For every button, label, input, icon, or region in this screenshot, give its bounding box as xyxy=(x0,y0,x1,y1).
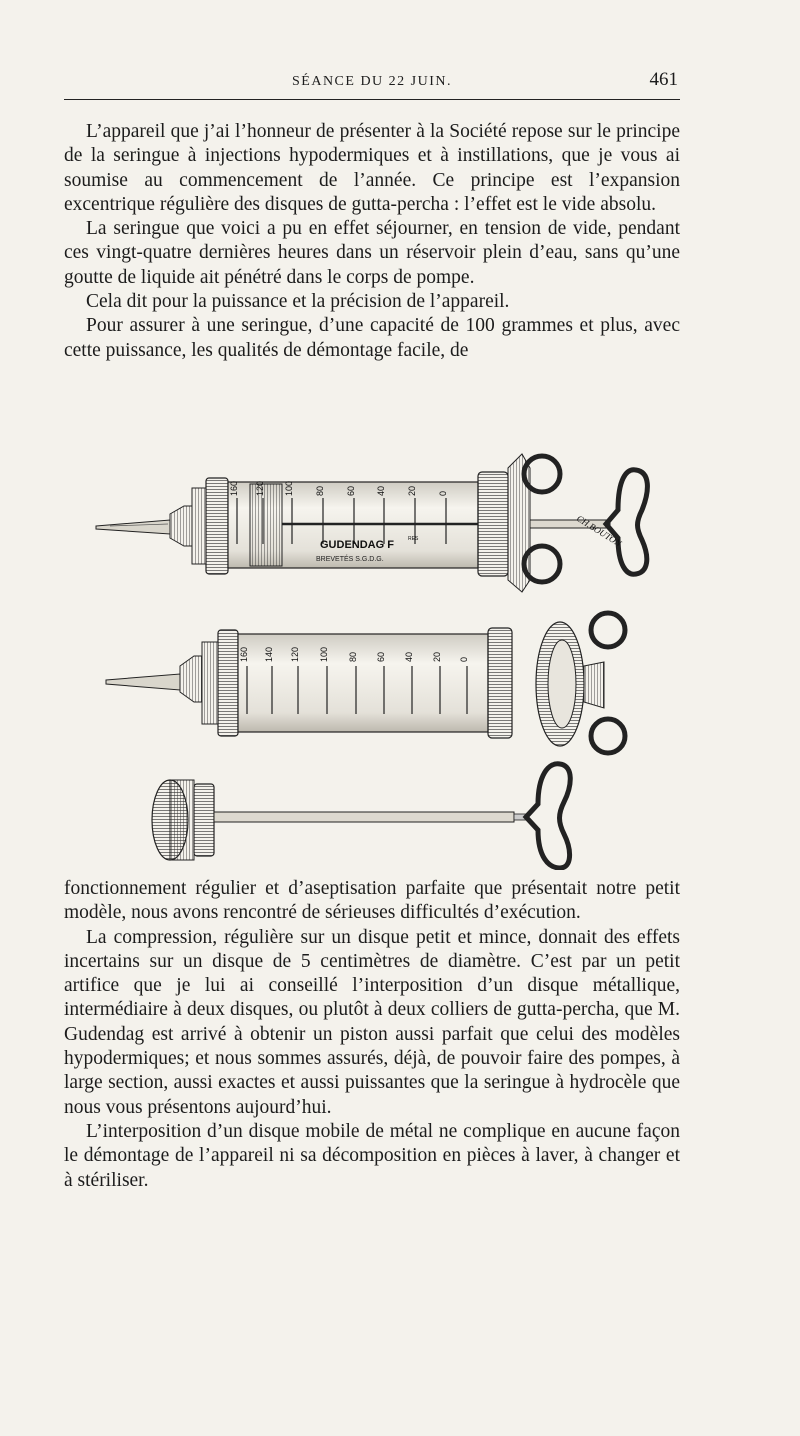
paragraph: Cela dit pour la puissance et la précision de l’appareil. xyxy=(86,291,510,313)
scale-label-middle: 120 xyxy=(290,646,300,662)
piston-and-rod xyxy=(152,764,570,868)
scale-label-middle: 40 xyxy=(404,651,414,662)
scale-label-middle: 60 xyxy=(376,651,386,662)
paragraph: fonctionnement régulier et d’aseptisation parfaite que présentait notre petit modèle, nous avons rencontré de sérieuses difficultés d’exécution. xyxy=(64,878,680,924)
text-block-bottom xyxy=(64,877,680,1193)
running-head: SÉANCE DU 22 JUIN. xyxy=(292,74,452,89)
paragraph: L’appareil que j’ai l’honneur de présenter à la Société repose sur le principe de la seringue à injections hypodermiques et à instillations, que je vous ai soumise au commencement de l’année. Ce principe est l’expansion excentrique régulière des disques de gutta-percha : l’effet est le vide absolu. xyxy=(64,121,680,215)
scale-label-top: 100 xyxy=(284,480,294,496)
page-header xyxy=(64,66,680,96)
patent-mark: BREVETÉS S.G.D.G. xyxy=(316,556,384,563)
scale-label-top: 20 xyxy=(407,485,417,496)
scale-label-top: 120 xyxy=(255,480,265,496)
assembled-syringe xyxy=(96,454,647,592)
paragraph: La seringue que voici a pu en effet séjourner, en tension de vide, pendant ces vingt-quatre dernières heures dans un réservoir plein d’eau, sans qu’une goutte de liquide ait pénétré dans le corps de pompe. xyxy=(64,218,680,288)
maker-mark: GUDENDAG F xyxy=(320,539,394,551)
paragraph: La compression, régulière sur un disque petit et mince, donnait des effets incertains sur un disque de 5 centimètres de diamètre. C’est par un petit artifice que je lui ai conseillé l’interposition d’un disque métallique, intermédiaire à deux disques, ou plutôt à deux colliers de gutta-percha, que M. Gudendag est arrivé à obtenir un piston aussi parfait que celui des modèles hypodermiques; et nous sommes assurés, déjà, de pouvoir faire des pompes, à large section, aussi exactes et aussi puissantes que la seringue à hydrocèle que nous vous présentons aujourd’hui. xyxy=(64,926,680,1118)
scale-label-middle: 140 xyxy=(264,646,274,662)
paragraph: Pour assurer à une seringue, d’une capacité de 100 grammes et plus, avec cette puissance, les qualités de démontage facile, de xyxy=(64,315,680,361)
header-rule xyxy=(64,99,680,100)
scale-label-top: 80 xyxy=(315,485,325,496)
scale-label-middle: 80 xyxy=(348,651,358,662)
scale-label-top: 0 xyxy=(438,490,448,496)
syringe-barrel-disassembled xyxy=(106,613,625,753)
scale-label-top: 40 xyxy=(376,485,386,496)
paragraph: L’interposition d’un disque mobile de métal ne complique en aucune façon le démontage de l’appareil ni sa décomposition en pièces à laver, à changer et à stériliser. xyxy=(64,1120,680,1191)
engraver-signature: CH.BOUTON xyxy=(574,513,624,549)
scale-label-middle: 100 xyxy=(319,646,329,662)
maker-mark-superscript: RES xyxy=(408,536,419,542)
scale-label-middle: 160 xyxy=(239,646,249,662)
scale-label-top: 60 xyxy=(346,485,356,496)
scale-label-middle: 0 xyxy=(459,656,469,662)
page-number: 461 xyxy=(649,69,678,90)
scale-label-top: 160 xyxy=(229,480,239,496)
syringe-figure xyxy=(90,440,660,870)
text-block-top xyxy=(64,120,680,363)
scale-label-middle: 20 xyxy=(432,651,442,662)
